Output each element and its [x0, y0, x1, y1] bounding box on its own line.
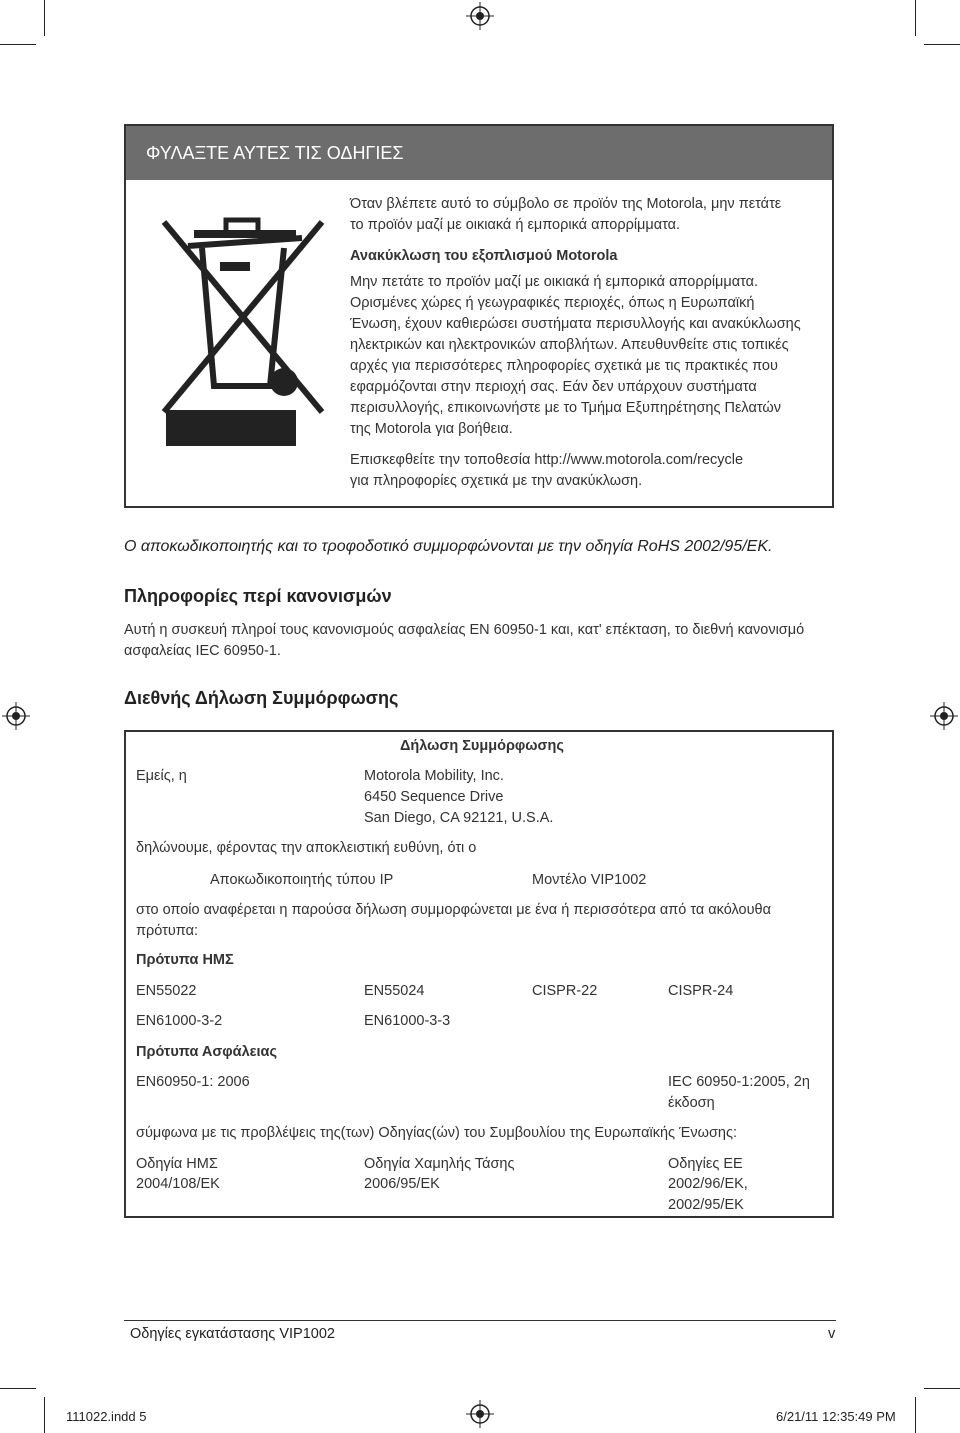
footer-rule: [124, 1320, 836, 1321]
recycle-visit-line-1: Επισκεφθείτε την τοποθεσία http://www.motorola.com/recycle: [350, 452, 744, 468]
directive-eu-number-2: 2002/95/ΕΚ: [668, 1197, 744, 1213]
directive-eu-number-1: 2002/96/ΕΚ,: [668, 1176, 748, 1192]
footer-page-number: v: [828, 1326, 836, 1342]
trim-mark: [44, 0, 45, 36]
company-address-2: San Diego, CA 92121, U.S.A.: [364, 810, 554, 826]
regulatory-line-1: Αυτή η συσκευή πληροί τους κανονισμούς ασφαλείας EN 60950-1 και, κατ' επέκταση, το διεθνή κανονισμό: [124, 622, 805, 638]
directives-line: σύμφωνα με τις προβλέψεις της(των) Οδηγίας(ών) του Συμβουλίου της Ευρωπαϊκής Ένωσης:: [136, 1125, 738, 1141]
recycle-body-line: Ένωση, έχουν καθιερώσει συστήματα περισυλλογής και ανακύκλωσης: [350, 316, 801, 332]
recycle-body-line: της Motorola για βοήθεια.: [350, 421, 513, 437]
declaration-section-heading: Διεθνής Δήλωση Συμμόρφωσης: [124, 688, 399, 708]
emc-standard: EN55022: [136, 983, 197, 999]
trim-mark: [915, 0, 916, 36]
registration-mark-left: [2, 702, 30, 730]
product-model: Μοντέλο VIP1002: [532, 872, 647, 888]
trim-mark: [44, 1397, 45, 1433]
rohs-statement: Ο αποκωδικοποιητής και το τροφοδοτικό συμμορφώνονται με την οδηγία RoHS 2002/95/ΕΚ.: [124, 538, 773, 555]
regulatory-heading: Πληροφορίες περί κανονισμών: [124, 586, 392, 606]
directive-lvd-number: 2006/95/ΕΚ: [364, 1176, 440, 1192]
directive-lvd-name: Οδηγία Χαμηλής Τάσης: [364, 1156, 515, 1172]
emc-standard: EN61000-3-2: [136, 1013, 223, 1029]
recycle-body-line: περισυλλογής, επικοινωνήστε με το Τμήμα Εξυπηρέτησης Πελατών: [350, 400, 781, 416]
recycle-body-line: ηλεκτρικών και ηλεκτρονικών αποβλήτων. Απευθυνθείτε στις τοπικές: [350, 337, 789, 353]
recycle-body-line: Μην πετάτε το προϊόν μαζί με οικιακά ή εμπορικά απορρίμματα.: [350, 274, 759, 290]
registration-mark-right: [930, 702, 958, 730]
recycle-heading: Ανακύκλωση του εξοπλισμού Motorola: [350, 248, 618, 264]
directive-emc-number: 2004/108/ΕΚ: [136, 1176, 220, 1192]
declaration-title: Δήλωση Συμμόρφωσης: [400, 738, 564, 754]
recycle-body-line: Ορισμένες χώρες ή γεωγραφικές περιοχές, όπως η Ευρωπαϊκή: [350, 295, 755, 311]
safety-heading: Πρότυπα Ασφάλειας: [136, 1044, 278, 1060]
slug-filename: 111022.indd 5: [66, 1409, 147, 1424]
registration-mark-bottom: [466, 1400, 494, 1428]
emc-heading: Πρότυπα ΗΜΣ: [136, 952, 234, 968]
declare-line: δηλώνουμε, φέροντας την αποκλειστική ευθύνη, ότι ο: [136, 840, 477, 856]
trim-mark: [915, 1397, 916, 1433]
recycle-body-line: αρχές για περισσότερες πληροφορίες σχετικά με τις πρακτικές που: [350, 358, 778, 374]
intro-line-1: Όταν βλέπετε αυτό το σύμβολο σε προϊόν της Motorola, μην πετάτε: [350, 196, 782, 212]
emc-standard: CISPR-24: [668, 983, 734, 999]
recycle-visit-line-2: για πληροφορίες σχετικά με την ανακύκλωση.: [350, 473, 643, 489]
trim-mark: [924, 44, 960, 45]
emc-standard: EN61000-3-3: [364, 1013, 451, 1029]
company-address-1: 6450 Sequence Drive: [364, 789, 504, 805]
registration-mark-top: [466, 2, 494, 30]
regulatory-line-2: ασφαλείας IEC 60950-1.: [124, 643, 281, 659]
we-label: Εμείς, η: [136, 768, 187, 784]
standards-line-1: στο οποίο αναφέρεται η παρούσα δήλωση συμμορφώνεται με ένα ή περισσότερα από τα ακόλουθα: [136, 902, 771, 918]
footer-doc-title: Οδηγίες εγκατάστασης VIP1002: [130, 1326, 335, 1342]
recycle-info-box: [124, 124, 834, 508]
intro-line-2: το προϊόν μαζί με οικιακά ή εμπορικά απορρίμματα.: [350, 217, 681, 233]
declaration-box: [124, 730, 834, 1218]
recycle-body-line: εφαρμόζονται στην περιοχή σας. Εάν δεν υπάρχουν συστήματα: [350, 379, 757, 395]
black-bar-symbol: [166, 410, 296, 446]
directive-emc-name: Οδηγία ΗΜΣ: [136, 1156, 218, 1172]
directive-eu-name: Οδηγίες ΕΕ: [668, 1156, 743, 1172]
safety-standard-right-1: IEC 60950-1:2005, 2η: [668, 1074, 810, 1090]
standards-line-2: πρότυπα:: [136, 923, 198, 939]
trim-mark: [924, 1388, 960, 1389]
emc-standard: CISPR-22: [532, 983, 598, 999]
slug-datetime: 6/21/11 12:35:49 PM: [776, 1409, 896, 1424]
safety-standard-left: EN60950-1: 2006: [136, 1074, 250, 1090]
product-type: Αποκωδικοποιητής τύπου IP: [210, 872, 394, 888]
recycle-box-title: ΦΥΛΑΞΤΕ ΑΥΤΕΣ ΤΙΣ ΟΔΗΓΙΕΣ: [126, 126, 832, 180]
trim-mark: [0, 44, 36, 45]
company-name: Motorola Mobility, Inc.: [364, 768, 504, 784]
emc-standard: EN55024: [364, 983, 425, 999]
trim-mark: [0, 1388, 36, 1389]
safety-standard-right-2: έκδοση: [668, 1095, 715, 1111]
